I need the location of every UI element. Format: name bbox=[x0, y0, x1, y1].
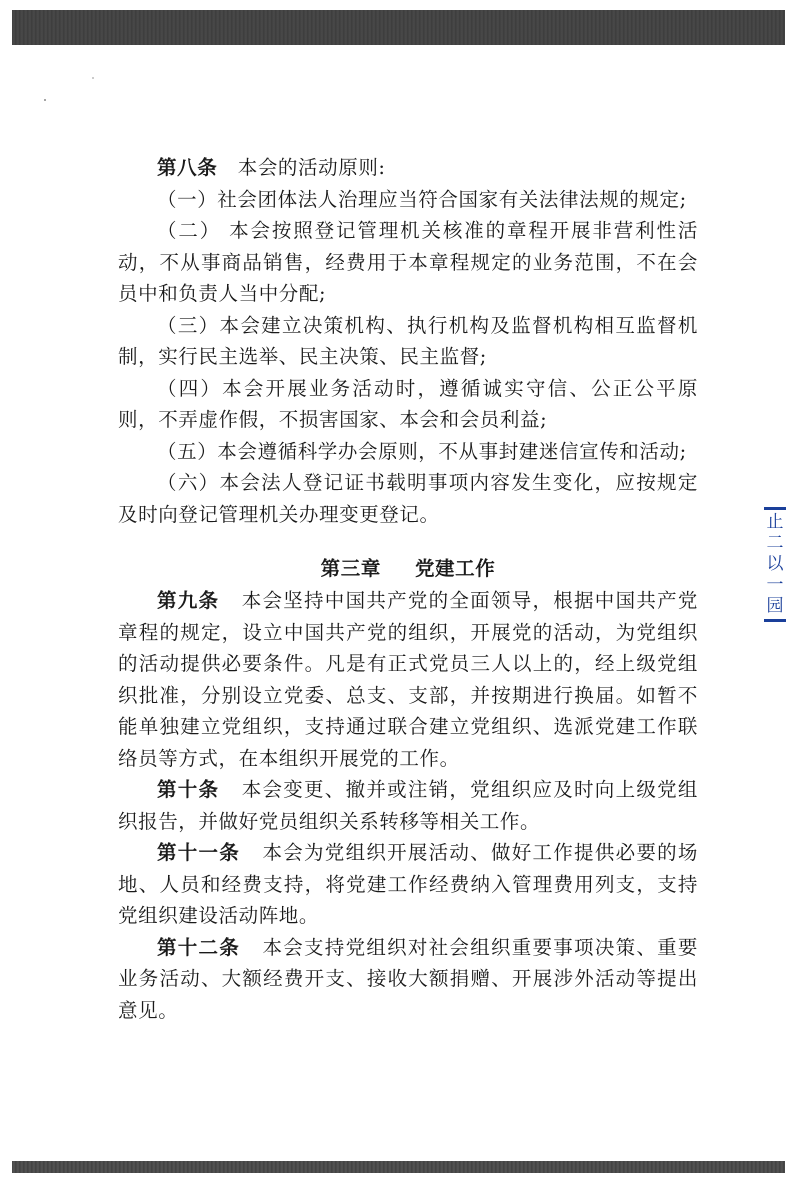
article-8-item-1: （一）社会团体法人治理应当符合国家有关法律法规的规定; bbox=[157, 187, 687, 211]
scan-speck bbox=[92, 77, 94, 79]
article-lead: 第十一条 bbox=[157, 841, 241, 864]
article-9 bbox=[118, 585, 698, 774]
chapter-heading bbox=[118, 553, 698, 585]
article-text: 本会的活动原则: bbox=[237, 156, 386, 179]
article-10 bbox=[118, 774, 698, 837]
article-text: 本会坚持中国共产党的全面领导，根据中国共产党章程的规定，设立中国共产党的组织，开展党的活动，为党组织的活动提供必要条件。凡是有正式党员三人以上的，经上级党组织批准，分别设立党委、总支、支部，并按期进行换届。如暂不能单独建立党组织，支持通过联合建立党组织、选派党建工作联络员等方式，在本组织开展党的工作。 bbox=[118, 589, 698, 770]
article-8-item-5: （五）本会遵循科学办会原则，不从事封建迷信宣传和活动; bbox=[157, 439, 687, 463]
chapter-title: 党建工作 bbox=[414, 557, 496, 580]
tab-char: 以 bbox=[766, 554, 784, 574]
article-8 bbox=[118, 152, 698, 184]
tab-char: 二 bbox=[766, 533, 784, 553]
chapter-number: 第三章 bbox=[320, 557, 381, 580]
article-lead: 第十条 bbox=[157, 778, 220, 801]
article-8-item-2: （二） 本会按照登记管理机关核准的章程开展非营利性活动，不从事商品销售，经费用于本章程规定的业务范围，不在会员中和负责人当中分配; bbox=[118, 219, 698, 305]
article-12 bbox=[118, 932, 698, 1027]
article-lead: 第八条 bbox=[157, 156, 218, 179]
article-text: 本会为党组织开展活动、做好工作提供必要的场地、人员和经费支持，将党建工作经费纳入管理费用列支，支持党组织建设活动阵地。 bbox=[118, 841, 698, 927]
tab-char: 止 bbox=[766, 512, 784, 532]
document-body bbox=[118, 152, 698, 1026]
article-lead: 第十二条 bbox=[157, 935, 241, 959]
tab-bar bbox=[764, 619, 786, 622]
article-lead: 第九条 bbox=[157, 589, 220, 612]
article-8-item-6: （六）本会法人登记证书载明事项内容发生变化，应按规定及时向登记管理机关办理变更登记。 bbox=[118, 471, 698, 526]
scan-bottom-edge bbox=[12, 1161, 785, 1173]
article-11 bbox=[118, 837, 698, 932]
article-8-item-4: （四）本会开展业务活动时，遵循诚实守信、公正公平原则，不弄虚作假，不损害国家、本会和会员利益; bbox=[118, 376, 698, 431]
article-text: 本会变更、撤并或注销，党组织应及时向上级党组织报告，并做好党员组织关系转移等相关工作。 bbox=[118, 778, 698, 833]
article-8-item-3: （三）本会建立决策机构、执行机构及监督机构相互监督机制，实行民主选举、民主决策、民主监督; bbox=[118, 313, 698, 368]
tab-bar bbox=[764, 507, 786, 510]
scan-top-edge bbox=[12, 10, 785, 45]
side-binding-tab bbox=[762, 505, 788, 631]
scan-speck bbox=[44, 99, 46, 101]
tab-char: 园 bbox=[766, 596, 784, 616]
tab-char: 一 bbox=[766, 575, 784, 595]
article-text: 本会支持党组织对社会组织重要事项决策、重要业务活动、大额经费开支、接收大额捐赠、开展涉外活动等提出意见。 bbox=[118, 935, 698, 1022]
